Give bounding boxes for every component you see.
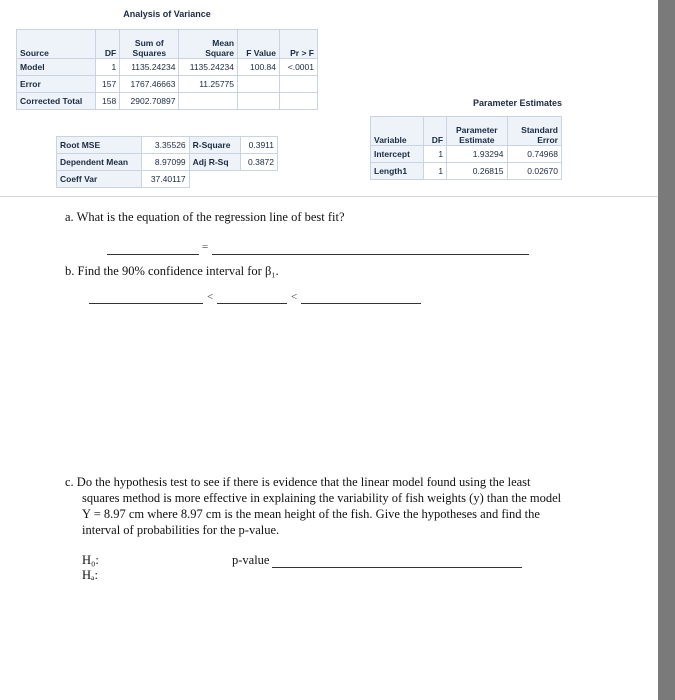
- question-c-line3: Y = 8.97 cm where 8.97 cm is the mean height of the fish. Give the hypotheses and find the: [82, 507, 540, 521]
- col-variable: Variable: [374, 135, 407, 145]
- col-ss-bottom: Squares: [132, 48, 167, 58]
- answer-a-lhs[interactable]: [107, 254, 199, 255]
- fit-stats-table: [56, 136, 278, 188]
- fit-label: Adj R-Sq: [189, 154, 240, 171]
- cell: 158: [96, 93, 120, 110]
- col-ms-top: Mean: [212, 38, 235, 48]
- col-se-top: Standard: [521, 125, 558, 135]
- cell: 1135.24234: [120, 59, 179, 76]
- cell: [238, 93, 280, 110]
- fit-value: 3.35526: [142, 137, 189, 154]
- answer-b-upper[interactable]: [301, 303, 421, 304]
- col-source: Source: [20, 48, 49, 58]
- cell: <.0001: [279, 59, 317, 76]
- divider: [0, 196, 658, 197]
- fit-row: [57, 137, 278, 154]
- cell: [238, 76, 280, 93]
- answer-b-lower[interactable]: [89, 303, 203, 304]
- fit-label: R-Square: [189, 137, 240, 154]
- equals-sign: =: [202, 241, 209, 253]
- anova-row-error: [17, 76, 318, 93]
- params-table: [370, 116, 562, 180]
- fit-row: [57, 154, 278, 171]
- cell: 1767.46663: [120, 76, 179, 93]
- h0-label: H₀:: [82, 553, 99, 567]
- anova-row-model: [17, 59, 318, 76]
- cell: 0.74968: [507, 146, 562, 163]
- cell: [279, 93, 317, 110]
- answer-b-param[interactable]: [217, 303, 287, 304]
- col-df: DF: [431, 135, 444, 145]
- row-label: Intercept: [371, 146, 424, 163]
- row-label: Model: [17, 59, 96, 76]
- pvalue-answer[interactable]: [272, 567, 522, 568]
- cell: [279, 76, 317, 93]
- col-f: F Value: [246, 48, 276, 58]
- fit-value: 0.3911: [240, 137, 277, 154]
- params-title: Parameter Estimates: [472, 98, 562, 108]
- question-b: b. Find the 90% confidence interval for β₁.: [65, 264, 279, 278]
- cell: 1135.24234: [179, 59, 238, 76]
- row-label: Error: [17, 76, 96, 93]
- fit-value: 8.97099: [142, 154, 189, 171]
- row-label: Corrected Total: [17, 93, 96, 110]
- less-than-sign: <: [291, 291, 298, 303]
- fit-label: Dependent Mean: [57, 154, 142, 171]
- fit-label: Root MSE: [57, 137, 142, 154]
- col-est-top: Parameter: [456, 125, 498, 135]
- cell: 1: [424, 146, 447, 163]
- cell: 0.26815: [447, 163, 507, 180]
- anova-row-total: [17, 93, 318, 110]
- cell: 100.84: [238, 59, 280, 76]
- col-df: DF: [104, 48, 117, 58]
- fit-label: Coeff Var: [57, 171, 142, 188]
- cell: [179, 93, 238, 110]
- scrollbar[interactable]: [658, 0, 675, 700]
- pvalue-label: p-value: [232, 553, 270, 567]
- answer-a-rhs[interactable]: [212, 254, 529, 255]
- question-c-line2: squares method is more effective in explaining the variability of fish weights (y) than the model: [82, 491, 562, 505]
- cell: 1: [424, 163, 447, 180]
- anova-title: Analysis of Variance: [123, 9, 211, 19]
- cell: 1: [96, 59, 120, 76]
- col-se-bottom: Error: [537, 135, 558, 145]
- params-header-row: [371, 117, 562, 146]
- col-ss-top: Sum of: [134, 38, 164, 48]
- col-ms-bottom: Square: [205, 48, 235, 58]
- question-c-line4: interval of probabilities for the p-value.: [82, 523, 280, 537]
- cell: 2902.70897: [120, 93, 179, 110]
- question-a: a. What is the equation of the regression line of best fit?: [65, 210, 345, 224]
- fit-value: 37.40117: [142, 171, 189, 188]
- col-est-bottom: Estimate: [459, 135, 495, 145]
- anova-table: [16, 29, 318, 110]
- params-row-intercept: [371, 146, 562, 163]
- cell: 0.02670: [507, 163, 562, 180]
- ha-label: Hₐ:: [82, 568, 98, 582]
- params-row-length1: [371, 163, 562, 180]
- col-p: Pr > F: [290, 48, 314, 58]
- less-than-sign: <: [207, 291, 214, 303]
- cell: 1.93294: [447, 146, 507, 163]
- fit-value: 0.3872: [240, 154, 277, 171]
- cell: 157: [96, 76, 120, 93]
- anova-header-row: [17, 30, 318, 59]
- row-label: Length1: [371, 163, 424, 180]
- fit-row: [57, 171, 278, 188]
- cell: 11.25775: [179, 76, 238, 93]
- question-c-line1: c. Do the hypothesis test to see if there is evidence that the linear model found using the least: [65, 475, 531, 489]
